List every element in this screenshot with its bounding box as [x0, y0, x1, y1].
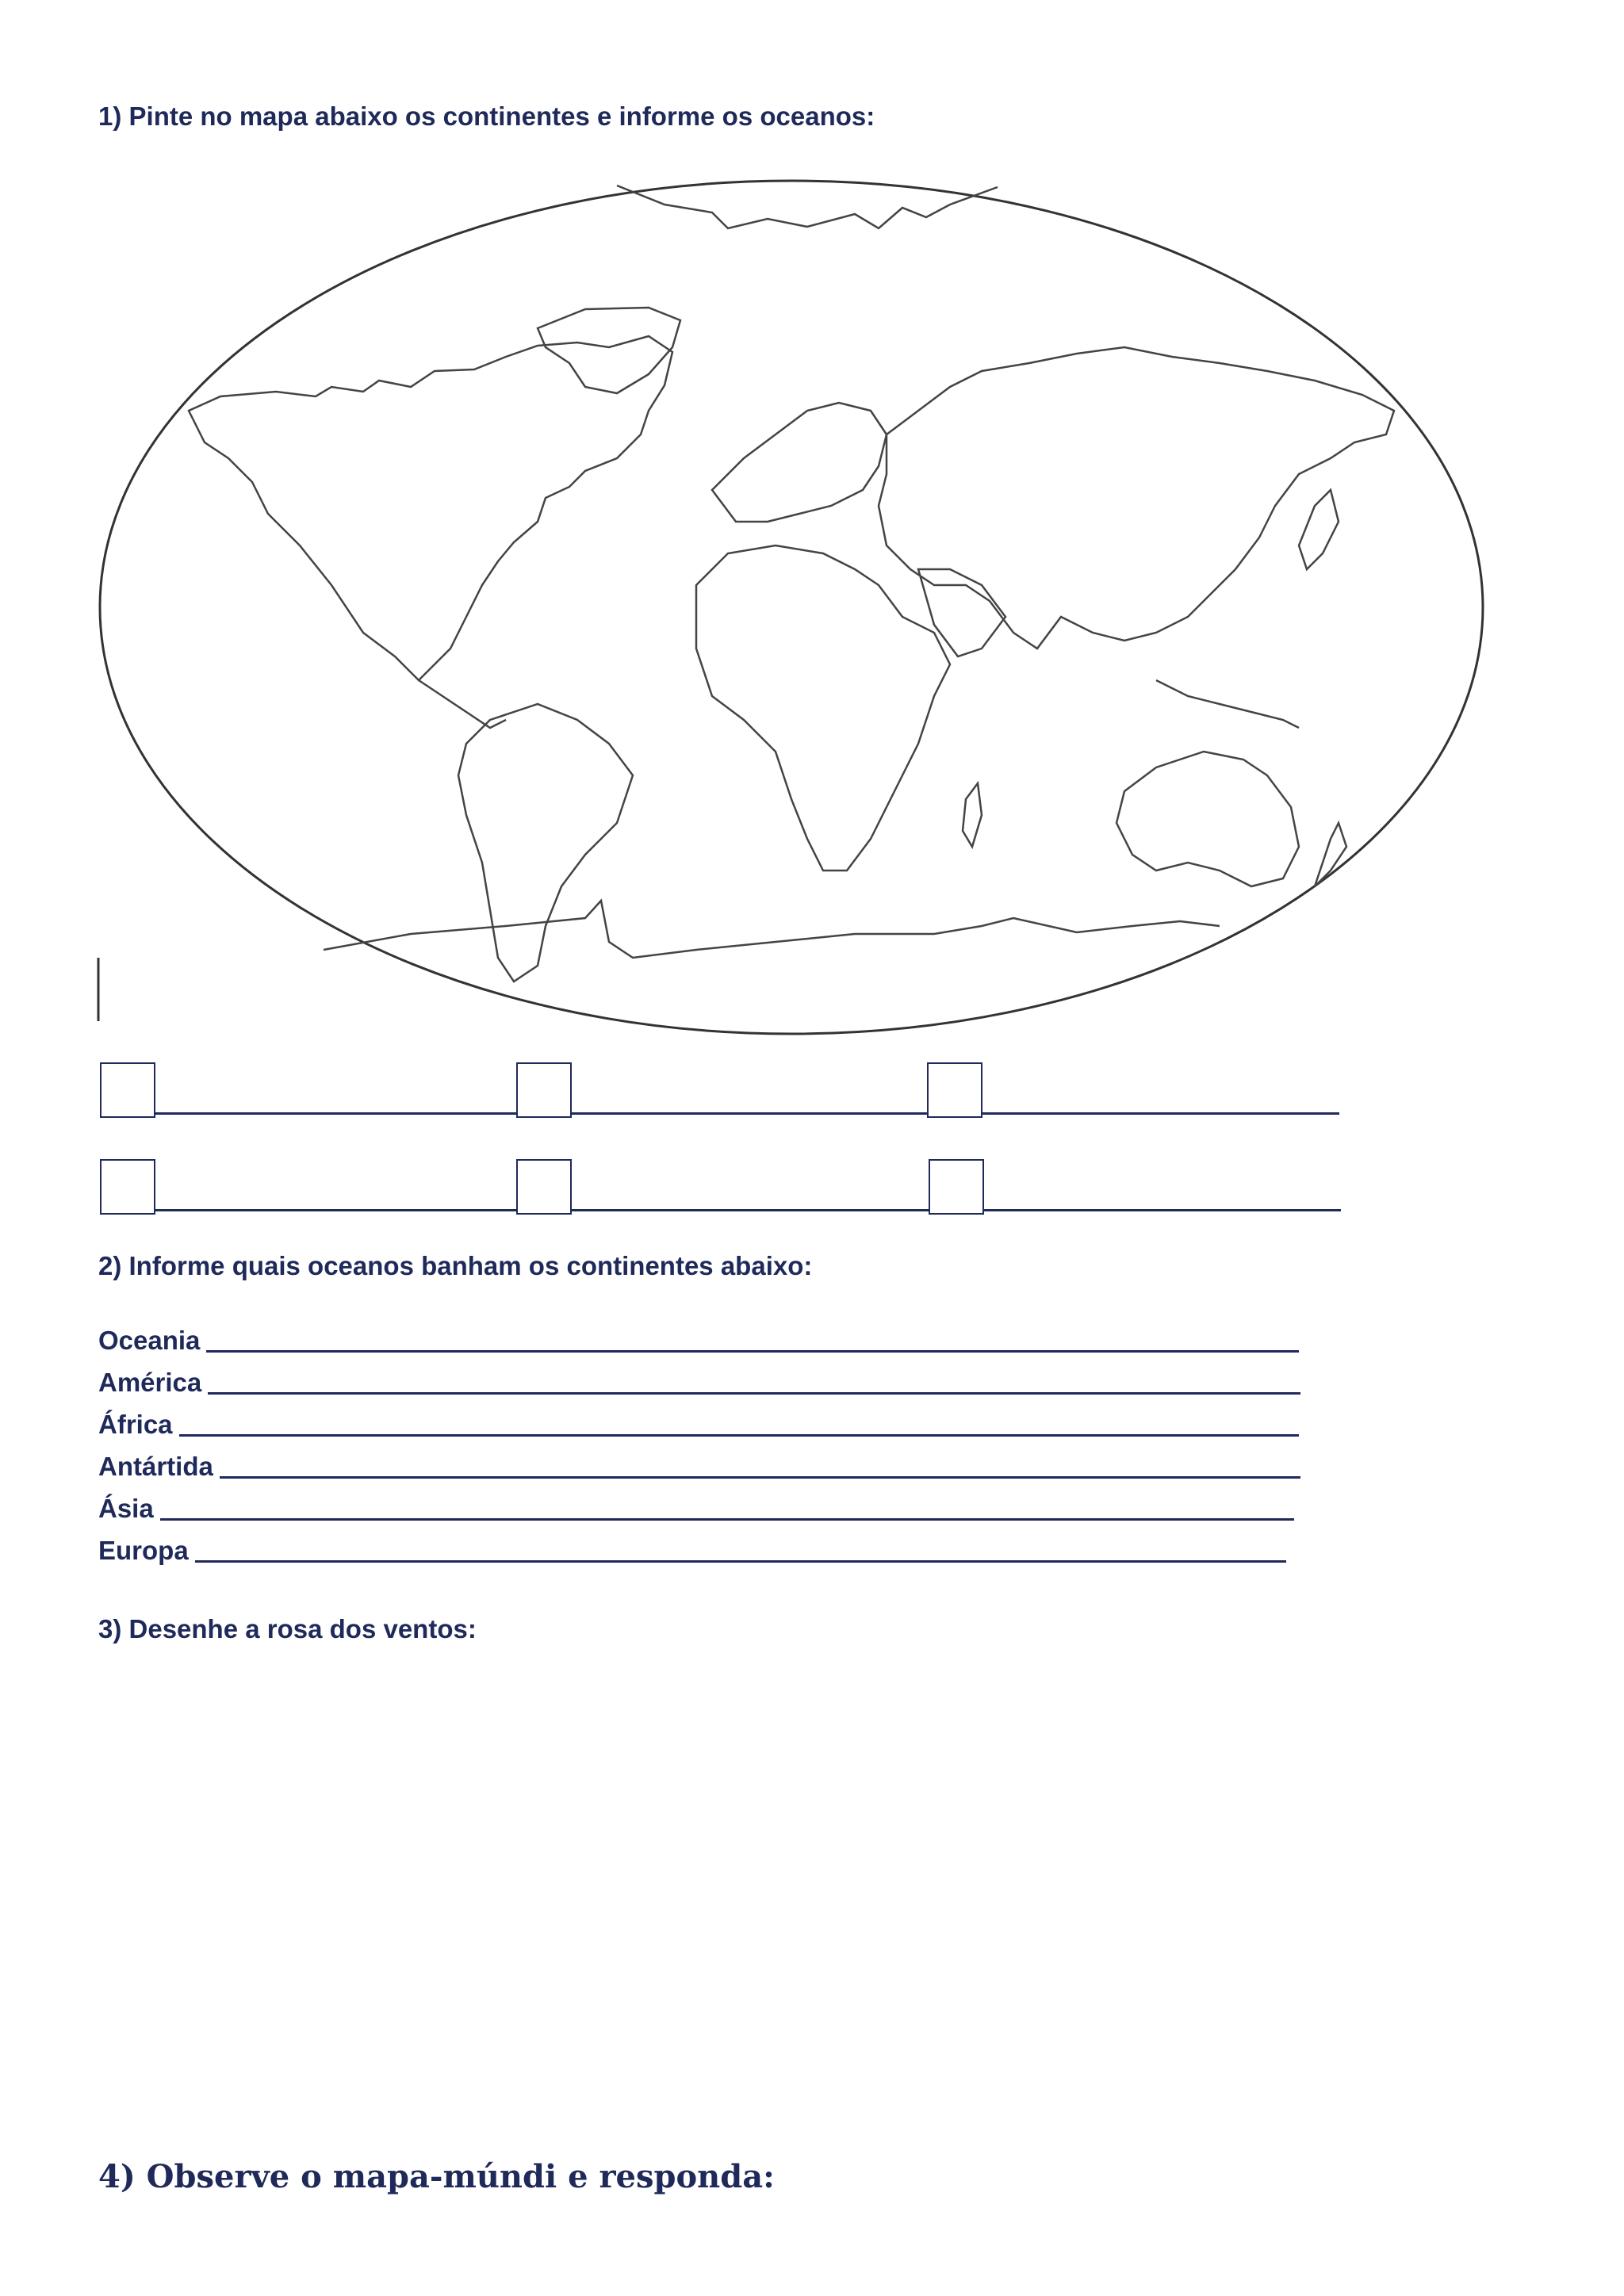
asia-outline [879, 347, 1394, 649]
continent-line-antartida [98, 1442, 1300, 1482]
ocean-answer-line[interactable] [572, 1209, 929, 1211]
compass-rose-drawing-area[interactable] [98, 1657, 1288, 2101]
continent-label: América [98, 1368, 202, 1397]
ocean-number-box[interactable] [516, 1159, 572, 1215]
ocean-number-box[interactable] [100, 1062, 155, 1118]
question-4-title: 4) Observe o mapa-múndi e responda: [98, 2158, 775, 2195]
ocean-answer-2[interactable] [516, 1062, 927, 1121]
answer-line[interactable] [206, 1349, 1299, 1353]
ocean-answer-line[interactable] [982, 1112, 1339, 1115]
continent-line-asia [98, 1484, 1294, 1524]
continent-line-oceania [98, 1316, 1299, 1356]
ocean-answer-line[interactable] [155, 1112, 516, 1115]
ocean-answer-row-2 [100, 1159, 1345, 1218]
ocean-answer-line[interactable] [984, 1209, 1341, 1211]
europe-outline [712, 403, 887, 522]
ocean-answer-1[interactable] [100, 1062, 516, 1121]
ocean-number-box[interactable] [516, 1062, 572, 1118]
ocean-answer-line[interactable] [572, 1112, 927, 1115]
japan-outline [1299, 490, 1339, 569]
question-2-title: 2) Informe quais oceanos banham os continentes abaixo: [98, 1251, 813, 1280]
ocean-number-box[interactable] [100, 1159, 155, 1215]
madagascar-outline [963, 783, 982, 847]
continent-label: Oceania [98, 1326, 201, 1355]
world-map-outline [94, 173, 1489, 1061]
continent-label: Europa [98, 1536, 189, 1565]
map-oval-border [100, 181, 1483, 1034]
ocean-answer-4[interactable] [100, 1159, 516, 1218]
greenland-outline [538, 308, 680, 393]
question-1-title: 1) Pinte no mapa abaixo os continentes e informe os oceanos: [98, 101, 875, 131]
answer-line[interactable] [160, 1517, 1294, 1521]
ocean-answer-6[interactable] [929, 1159, 1341, 1218]
ocean-number-box[interactable] [927, 1062, 982, 1118]
answer-line[interactable] [220, 1475, 1300, 1479]
answer-line[interactable] [195, 1559, 1286, 1563]
ocean-number-box[interactable] [929, 1159, 984, 1215]
indonesia-outline [1156, 680, 1299, 728]
africa-outline [696, 545, 950, 871]
australia-outline [1116, 752, 1299, 886]
answer-line[interactable] [179, 1433, 1299, 1437]
answer-line[interactable] [208, 1391, 1300, 1395]
ocean-answer-5[interactable] [516, 1159, 929, 1218]
ocean-answer-line[interactable] [155, 1209, 516, 1211]
continent-label: África [98, 1410, 173, 1439]
central-america-outline [419, 680, 506, 728]
ocean-answer-3[interactable] [927, 1062, 1339, 1121]
continent-label: Ásia [98, 1494, 154, 1523]
question-3-title: 3) Desenhe a rosa dos ventos: [98, 1614, 477, 1644]
continent-label: Antártida [98, 1452, 213, 1481]
new-zealand-outline [1315, 823, 1346, 886]
antarctica-outline [324, 901, 1220, 958]
arctic-outline [617, 186, 998, 228]
ocean-answer-row-1 [100, 1062, 1345, 1121]
continent-line-europa [98, 1526, 1286, 1566]
continent-line-america [98, 1358, 1300, 1398]
continent-line-africa [98, 1400, 1299, 1440]
south-america-outline [458, 704, 633, 982]
north-america-outline [189, 336, 672, 680]
